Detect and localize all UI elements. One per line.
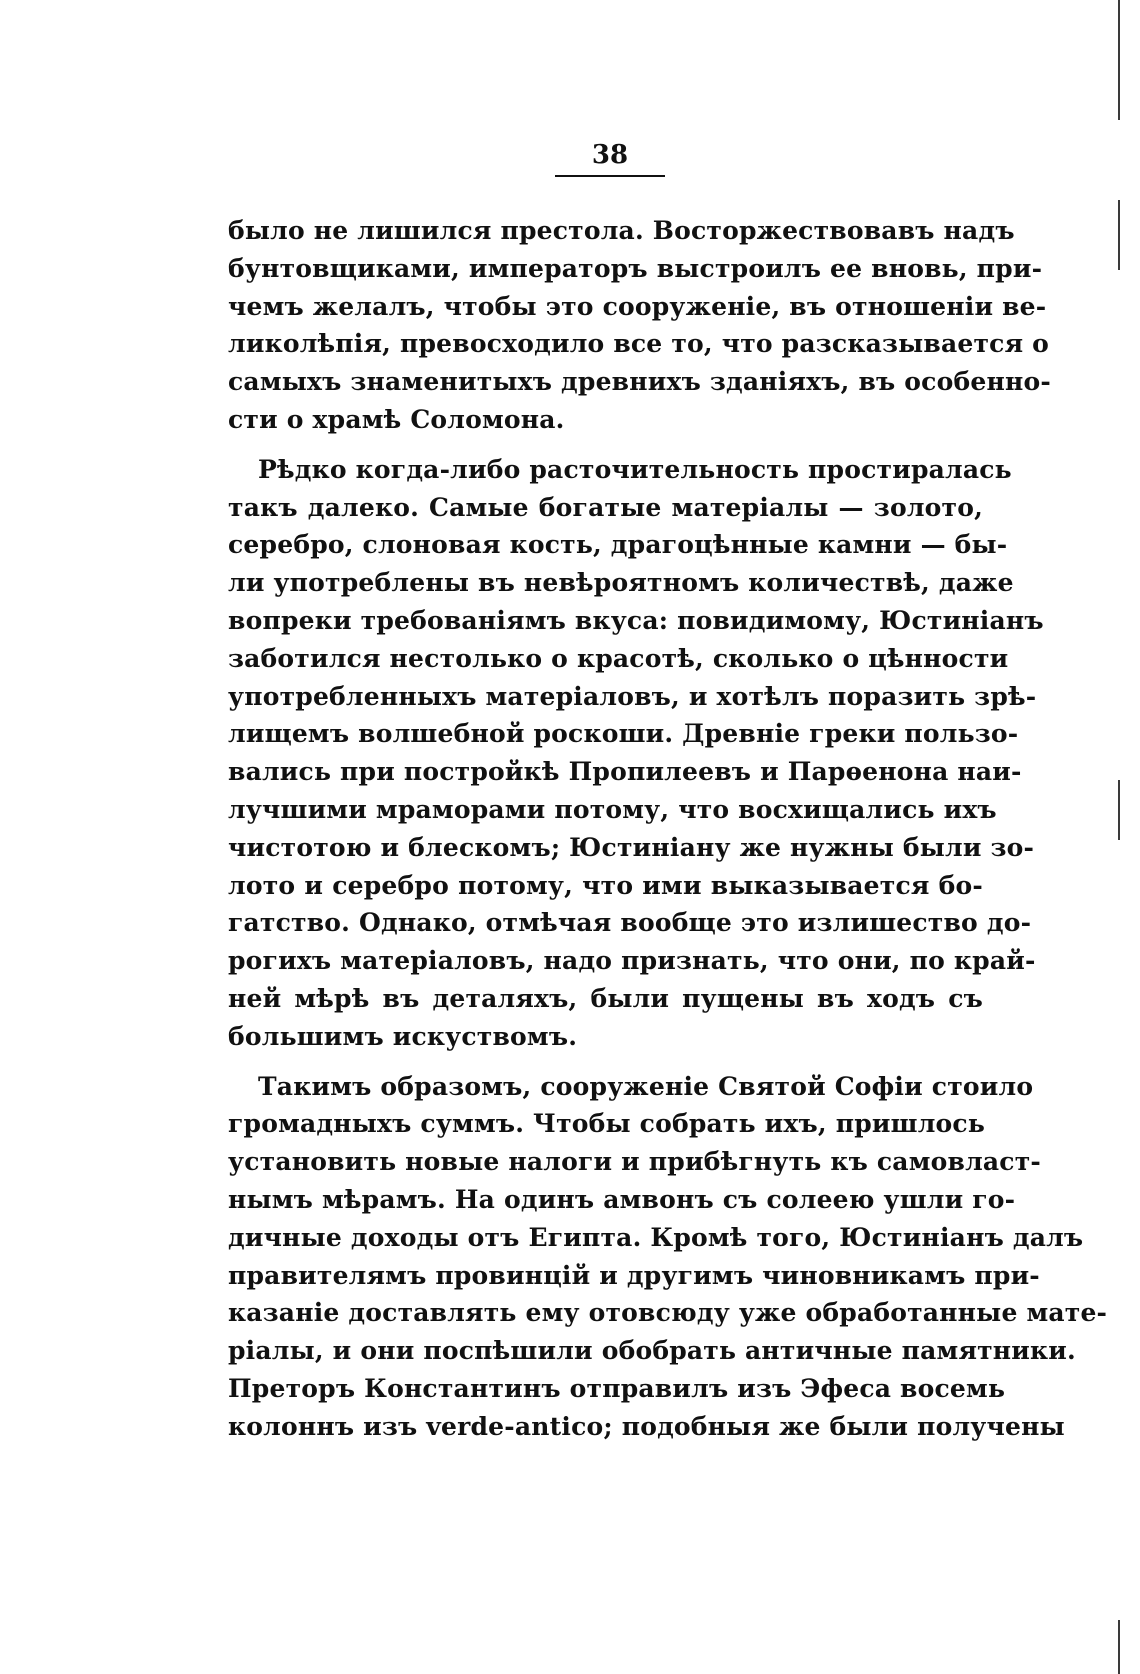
text-line: лучшими мраморами потому, что восхищались ихъ	[228, 794, 997, 824]
text-line: рогихъ матеріаловъ, надо признать, что они, по край-	[228, 946, 1036, 976]
paragraph-gap	[228, 439, 983, 451]
text-line: ли употреблены въ невѣроятномъ количествѣ, даже	[228, 568, 1014, 598]
paragraph-gap	[228, 1056, 983, 1068]
text-line: Рѣдко когда-либо расточительность простиралась	[258, 454, 1012, 484]
scan-edge-mark	[1118, 780, 1120, 840]
text-line: ней мѣрѣ въ деталяхъ, были пущены въ ходъ съ	[228, 983, 983, 1013]
text-line: было не лишился престола. Восторжествовавъ надъ	[228, 216, 1015, 245]
text-line: ріалы, и они поспѣшили обобрать античные памятники.	[228, 1336, 1076, 1366]
text-line: правителямъ провинцій и другимъ чиновникамъ при-	[228, 1260, 1040, 1290]
text-line: казаніе доставлять ему отовсюду уже обработанные мате-	[228, 1298, 1108, 1328]
text-line: установить новые налоги и прибѣгнуть къ самовласт-	[228, 1147, 1041, 1177]
text-line: чистотою и блескомъ; Юстиніану же нужны были зо-	[228, 832, 1035, 862]
text-line: употребленныхъ матеріаловъ, и хотѣлъ поразить зрѣ-	[228, 681, 1037, 711]
text-line: серебро, слоновая кость, драгоцѣнные камни — бы-	[228, 530, 1008, 560]
text-line: лото и серебро потому, что ими выказывается бо-	[228, 870, 983, 900]
text-line: нымъ мѣрамъ. На одинъ амвонъ съ солеею ушли го-	[228, 1184, 1016, 1214]
text-line: самыхъ знаменитыхъ древнихъ зданіяхъ, въ особенно-	[228, 367, 1051, 397]
scan-edge-mark	[1118, 200, 1120, 270]
text-line: Такимъ образомъ, сооруженіе Святой Софіи стоило	[258, 1071, 1034, 1101]
text-line: заботился нестолько о красотѣ, сколько о цѣнности	[228, 643, 1009, 673]
text-line: вопреки требованіямъ вкуса: повидимому, Юстиніанъ	[228, 605, 1044, 635]
body-text	[228, 212, 1108, 1446]
scan-edge-mark	[1118, 0, 1120, 120]
text-line: гатство. Однако, отмѣчая вообще это излишество до-	[228, 908, 1032, 938]
text-line: бунтовщиками, императоръ выстроилъ ее вновь, при-	[228, 253, 1043, 283]
text-line: сти о храмѣ Соломона.	[228, 404, 565, 434]
text-line: такъ далеко. Самые богатые матеріалы — золото,	[228, 492, 983, 522]
text-line: громадныхъ суммъ. Чтобы собрать ихъ, пришлось	[228, 1109, 985, 1139]
text-line: Преторъ Константинъ отправилъ изъ Эфеса восемь	[228, 1373, 1006, 1403]
text-line: чемъ желалъ, чтобы это сооруженіе, въ отношеніи ве-	[228, 291, 1047, 321]
text-line: дичные доходы отъ Египта. Кромѣ того, Юстиніанъ далъ	[228, 1222, 1084, 1252]
text-line: ликолѣпія, превосходило все то, что разсказывается о	[228, 329, 1050, 359]
text-line: колоннъ изъ verde-antico; подобныя же были получены	[228, 1411, 1065, 1441]
text-line: большимъ искуствомъ.	[228, 1021, 578, 1051]
page-number-rule	[555, 175, 665, 177]
scan-edge-mark	[1118, 1620, 1120, 1674]
text-line: лищемъ волшебной роскоши. Древніе греки пользо-	[228, 719, 1019, 749]
page-number: 38	[591, 140, 629, 170]
text-line: вались при постройкѣ Пропилеевъ и Парѳенона наи-	[228, 757, 1022, 787]
